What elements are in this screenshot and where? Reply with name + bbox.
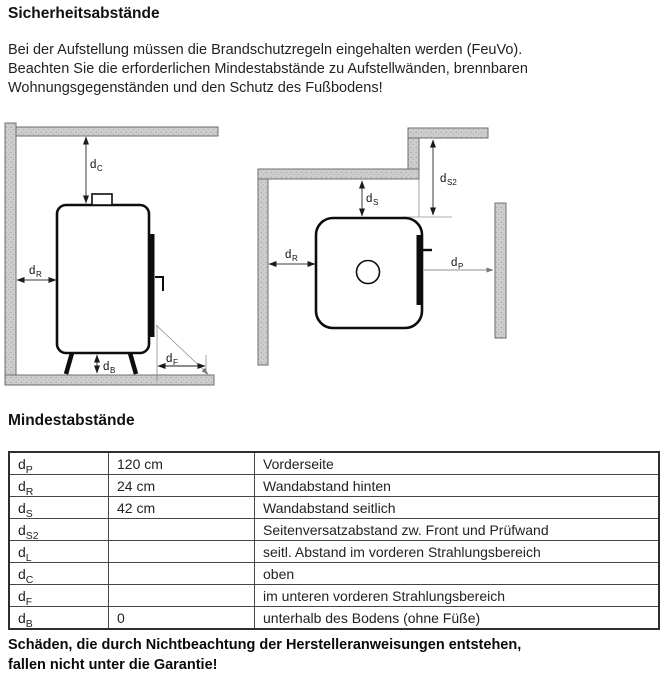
table-row [9, 563, 659, 585]
dS-label-sub: S [373, 198, 379, 207]
offset-wall [408, 128, 488, 138]
radiation-diagonal-line [156, 325, 208, 374]
distance-value [109, 519, 255, 541]
distance-value: 120 cm [109, 452, 255, 475]
intro-line: Wohnungsgegenständen und den Schutz des Fußbodens! [8, 80, 383, 96]
distance-symbol: $d_{S2}$ [18, 521, 39, 541]
warning-line: Schäden, die durch Nichtbeachtung der Herstelleranweisungen entstehen, [8, 637, 522, 653]
table-row [9, 519, 659, 541]
table-row [9, 497, 659, 519]
min-distances-table [8, 451, 660, 630]
stove-door-side [149, 234, 155, 337]
side-view-diagram [5, 123, 218, 385]
test-wall [495, 203, 506, 338]
distance-symbol: $d_L$ [18, 543, 32, 563]
distance-description: Wandabstand hinten [255, 475, 660, 497]
distance-symbol: $d_S$ [18, 499, 33, 519]
rear-wall [258, 169, 419, 179]
dB-label-sub: B [110, 366, 116, 375]
stove-leg-right [130, 353, 136, 374]
intro-line: Beachten Sie die erforderlichen Mindestabstände zu Aufstellwänden, brennbaren [8, 61, 528, 77]
dC-label-sub: C [97, 164, 103, 173]
dR-label-sub: R [36, 270, 42, 279]
table-row [9, 541, 659, 563]
distance-value [109, 585, 255, 607]
dP-label-sub: P [458, 262, 464, 271]
intro-paragraph [8, 41, 528, 98]
dS2-label: d [440, 173, 447, 185]
offset-wall-connector [408, 138, 419, 169]
table-row [9, 607, 659, 630]
distance-value [109, 563, 255, 585]
distance-symbol: $d_P$ [18, 455, 33, 475]
page-title: Sicherheitsabstände [8, 5, 160, 22]
dF-label-sub: F [173, 358, 178, 367]
distance-symbol: $d_B$ [18, 609, 33, 629]
dC-label: d [90, 159, 97, 171]
distance-description: Seitenversatzabstand zw. Front und Prüfwand [255, 519, 660, 541]
flue-stub [92, 194, 112, 205]
dS-label: d [366, 193, 373, 205]
ceiling [16, 127, 218, 136]
distance-description: unterhalb des Bodens (ohne Füße) [255, 607, 660, 630]
warning-line: fallen nicht unter die Garantie! [8, 657, 218, 673]
left-wall [5, 123, 16, 385]
table-row [9, 475, 659, 497]
distance-description: im unteren vorderen Strahlungsbereich [255, 585, 660, 607]
table-heading: Mindestabstände [8, 412, 135, 429]
dS2-label-sub: S2 [447, 178, 457, 187]
distance-value: 24 cm [109, 475, 255, 497]
top-view-diagram [258, 128, 506, 365]
distance-value: 42 cm [109, 497, 255, 519]
intro-line: Bei der Aufstellung müssen die Brandschutzregeln eingehalten werden (FeuVo). [8, 42, 523, 58]
distance-description: Wandabstand seitlich [255, 497, 660, 519]
stove-body-side [57, 205, 149, 353]
distance-symbol: $d_C$ [18, 565, 34, 585]
distance-description: oben [255, 563, 660, 585]
distance-value: 0 [109, 607, 255, 630]
distance-description: Vorderseite [255, 452, 660, 475]
stove-leg-left [66, 353, 72, 374]
table-row [9, 585, 659, 607]
dP-label: d [451, 257, 458, 269]
table-row [9, 452, 659, 475]
dR-top-label-sub: R [292, 254, 298, 263]
guarantee-warning [8, 635, 521, 675]
floor [5, 375, 214, 385]
distance-value [109, 541, 255, 563]
stove-door-top [417, 235, 424, 305]
dF-label: d [166, 353, 173, 365]
safety-distance-diagrams [0, 116, 670, 388]
flue-pipe-circle [357, 261, 380, 284]
side-wall [258, 179, 268, 365]
dR-label: d [29, 265, 36, 277]
distance-symbol: $d_R$ [18, 477, 34, 497]
dB-label: d [103, 361, 110, 373]
dR-top-label: d [285, 249, 292, 261]
door-handle [155, 277, 163, 291]
distance-symbol: $d_F$ [18, 587, 33, 607]
distance-description: seitl. Abstand im vorderen Strahlungsbereich [255, 541, 660, 563]
